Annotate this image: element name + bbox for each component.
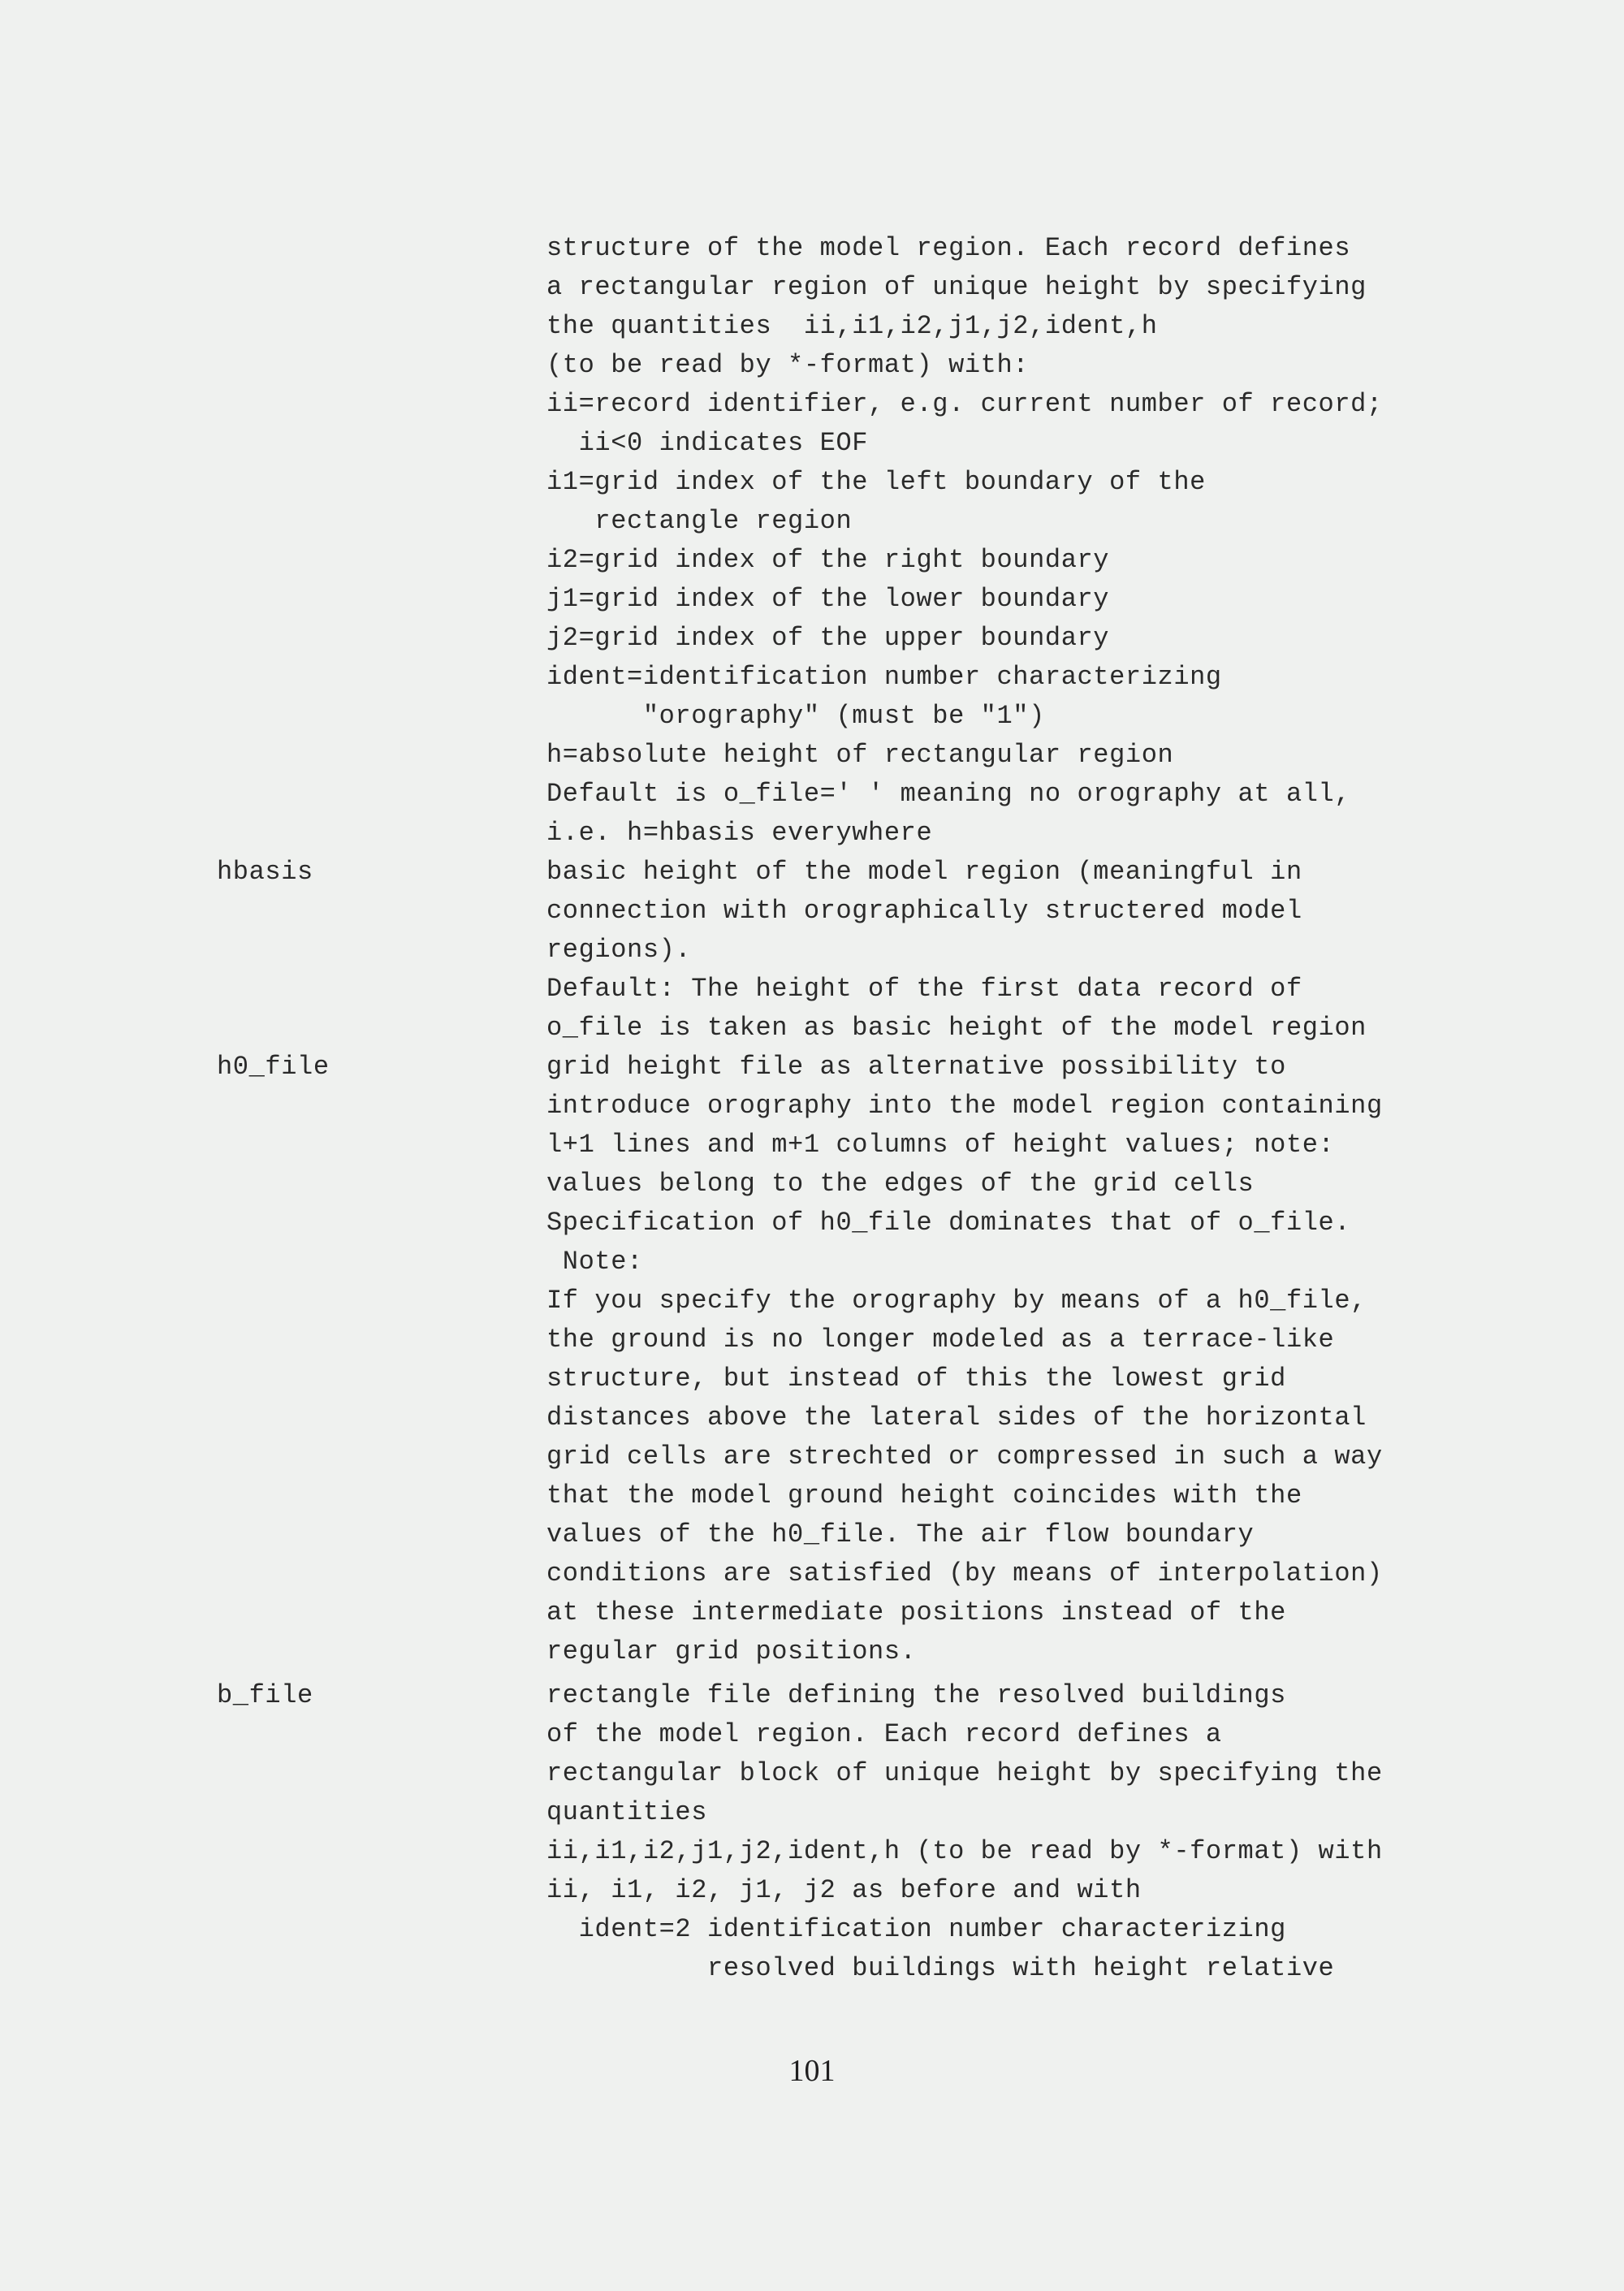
page-number: 101 (788, 2054, 836, 2088)
text-line: j1=grid index of the lower boundary (546, 584, 1110, 614)
text-line: the quantities ii,i1,i2,j1,j2,ident,h (546, 311, 1158, 341)
text-line: conditions are satisfied (by means of interpolation) (546, 1558, 1383, 1589)
term-hbasis: hbasis (217, 857, 313, 887)
text-line: ii=record identifier, e.g. current number of record; (546, 389, 1383, 419)
text-line: Note: (546, 1247, 643, 1277)
text-line: h=absolute height of rectangular region (546, 740, 1174, 770)
text-line: Default: The height of the first data record of (546, 974, 1302, 1004)
text-line: Specification of h0_file dominates that of o_file. (546, 1208, 1351, 1238)
text-line: grid height file as alternative possibility to (546, 1052, 1286, 1082)
term-b-file: b_file (217, 1680, 313, 1710)
text-line: "orography" (must be "1") (546, 701, 1045, 731)
text-line: (to be read by *-format) with: (546, 350, 1030, 380)
text-line: at these intermediate positions instead of the (546, 1597, 1286, 1627)
text-line: i2=grid index of the right boundary (546, 545, 1110, 575)
text-line: ident=2 identification number characterizing (546, 1914, 1286, 1944)
text-line: o_file is taken as basic height of the model region (546, 1013, 1367, 1043)
text-line: that the model ground height coincides with the (546, 1481, 1302, 1511)
text-line: ident=identification number characterizing (546, 662, 1222, 692)
text-line: rectangle file defining the resolved buildings (546, 1680, 1286, 1710)
text-line: j2=grid index of the upper boundary (546, 623, 1110, 653)
text-line: of the model region. Each record defines a (546, 1719, 1222, 1749)
text-line: basic height of the model region (meaningful in (546, 857, 1302, 887)
text-line: rectangle region (546, 506, 853, 536)
text-line: l+1 lines and m+1 columns of height values; note: (546, 1130, 1335, 1160)
text-line: ii,i1,i2,j1,j2,ident,h (to be read by *-format) with (546, 1836, 1383, 1866)
text-line: values belong to the edges of the grid cells (546, 1169, 1255, 1199)
text-line: regular grid positions. (546, 1636, 917, 1666)
text-line: rectangular block of unique height by specifying the (546, 1758, 1383, 1788)
text-line: introduce orography into the model region containing (546, 1091, 1383, 1121)
text-line: i.e. h=hbasis everywhere (546, 818, 933, 848)
text-line: quantities (546, 1797, 708, 1827)
text-line: regions). (546, 935, 692, 965)
text-line: structure, but instead of this the lowest grid (546, 1364, 1286, 1394)
text-line: the ground is no longer modeled as a terrace-like (546, 1325, 1335, 1355)
text-line: a rectangular region of unique height by specifying (546, 272, 1367, 302)
text-line: connection with orographically structered model (546, 896, 1302, 926)
text-line: ii<0 indicates EOF (546, 428, 869, 458)
text-line: If you specify the orography by means of a h0_file, (546, 1286, 1367, 1316)
text-line: values of the h0_file. The air flow boundary (546, 1519, 1255, 1550)
text-line: resolved buildings with height relative (546, 1953, 1335, 1983)
term-h0-file: h0_file (217, 1052, 330, 1082)
text-line: distances above the lateral sides of the horizontal (546, 1403, 1367, 1433)
text-line: Default is o_file=' ' meaning no orography at all, (546, 779, 1351, 809)
text-line: i1=grid index of the left boundary of the (546, 467, 1206, 497)
text-line: grid cells are strechted or compressed in such a way (546, 1442, 1383, 1472)
text-line: structure of the model region. Each record defines (546, 233, 1351, 263)
text-line: ii, i1, i2, j1, j2 as before and with (546, 1875, 1142, 1905)
